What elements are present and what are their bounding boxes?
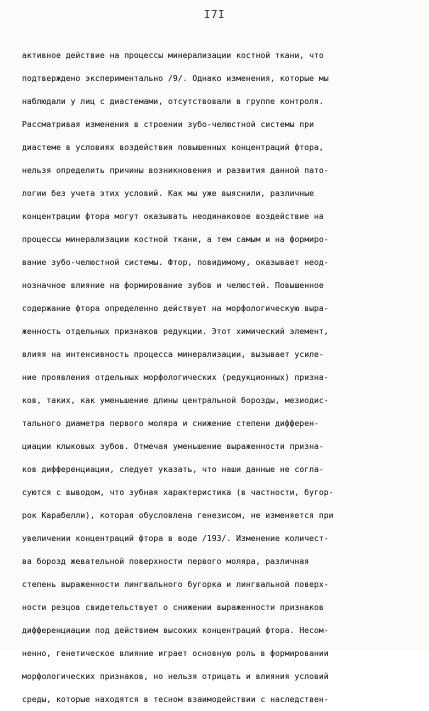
text-line: морфологических признаков, но нельзя отрицать и влияния условий bbox=[22, 672, 329, 681]
text-line: ние проявления отдельных морфологических (редукционных) призна- bbox=[22, 373, 329, 382]
text-line: тального диаметра первого моляра и снижение степени дифферен- bbox=[22, 419, 319, 428]
text-line: ков, таких, как уменьшение длины центральной борозды, мезиодис- bbox=[22, 396, 329, 405]
text-line: ва борозд жевательной поверхности первого моляра, различная bbox=[22, 557, 310, 566]
text-line: концентрации фтора могут оказывать неодинаковое воздействие на bbox=[22, 212, 324, 221]
text-line: вание зубо-челюстной системы. Фтор, повидимому, оказывает неод- bbox=[22, 258, 329, 267]
text-line: Рассматривая изменения в строении зубо-челюстной системы при bbox=[22, 120, 314, 129]
text-line: степень выраженности лингвального бугорка и лингвальной поверх- bbox=[22, 580, 329, 589]
text-line: дифференциации под действием высоких концентраций фтора. Несом- bbox=[22, 626, 329, 635]
text-line: ков дифференциации, следует указать, что наши данные не согла- bbox=[22, 465, 324, 474]
text-line: процессы минерализации костной ткани, а тем самым и на формиро- bbox=[22, 235, 329, 244]
text-line: ненно, генетическое влияние играет основную роль в формировании bbox=[22, 649, 329, 658]
text-line: нозначное влияние на формирование зубов и челюстей. Повышенное bbox=[22, 281, 324, 290]
text-line: подтверждено экспериментально /9/. Однако изменения, которые мы bbox=[22, 74, 329, 83]
text-line: увеличении концентраций фтора в воде /193/. Изменение количест- bbox=[22, 534, 329, 543]
text-line: диастеме в условиях воздействия повышенных концентраций фтора, bbox=[22, 143, 324, 152]
text-line: циации клыковых зубов. Отмечая уменьшение выраженности призна- bbox=[22, 442, 324, 451]
text-line: содержание фтора определенно действует на морфологическую выра- bbox=[22, 304, 329, 313]
text-line: рок Карабелли), которая обусловлена генезисом, не изменяется при bbox=[22, 511, 334, 520]
text-line: наблюдали у лиц с диастемами, отсутствовали в группе контроля. bbox=[22, 97, 324, 106]
text-line: влияя на интенсивность процесса минерализации, вызывает усиле- bbox=[22, 350, 324, 359]
text-line: нельзя определить причины возникновения и развития данной пато- bbox=[22, 166, 329, 175]
text-line: суются с выводом, что зубная характеристика (в частности, бугор- bbox=[22, 488, 334, 497]
text-line: активное действие на процессы минерализации костной ткани, что bbox=[22, 51, 324, 60]
text-line: ности резцов свидетельствует о снижении выраженности признаков bbox=[22, 603, 324, 612]
text-line: логии без учета этих условий. Как мы уже выяснили, различные bbox=[22, 189, 314, 198]
text-line: женность отдельных признаков редукции. Этот химический элемент, bbox=[22, 327, 329, 336]
body-text bbox=[22, 44, 418, 711]
page-number: I7I bbox=[203, 8, 226, 21]
text-line: среды, которые находятся в тесном взаимодействии с наследствен- bbox=[22, 695, 329, 704]
